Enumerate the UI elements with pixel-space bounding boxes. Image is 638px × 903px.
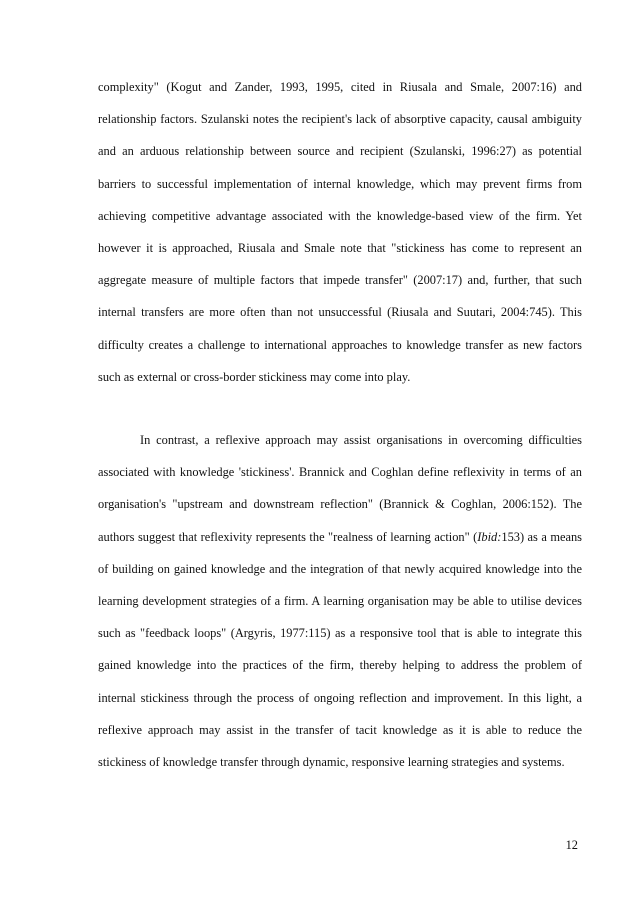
paragraph-2-text bbox=[98, 424, 582, 778]
page-number: 12 bbox=[565, 838, 578, 852]
paragraph-2-text-start: In contrast, a reflexive approach may assist organisations in overcoming difficulties associated with knowledge 'stickiness'. Brannick and Coghlan define reflexivity in terms of an organisation's "upstream and downstream reflection" (Brannick & Coghlan, 2006:152). The authors suggest that reflexivity represents the "realness of learning action" ( bbox=[98, 433, 582, 544]
paragraph-1-text: complexity" (Kogut and Zander, 1993, 1995, cited in Riusala and Smale, 2007:16) and relationship factors. Szulanski notes the recipient's lack of absorptive capacity, causal ambiguity and an arduous relationship between source and recipient (Szulanski, 1996:27) as potential barriers to successful implementation of internal knowledge, which may prevent firms from achieving competitive advantage associated with the knowledge-based view of the firm. Yet however it is approached, Riusala and Smale note that "stickiness has come to represent an aggregate measure of multiple factors that impede transfer" (2007:17) and, further, that such internal transfers are more often than not unsuccessful (Riusala and Suutari, 2004:745). This difficulty creates a challenge to international approaches to knowledge transfer as new factors such as external or cross-border stickiness may come into play. bbox=[98, 80, 582, 384]
paragraph-1 bbox=[98, 71, 582, 393]
paragraph-2-text-end: 153) as a means of building on gained knowledge and the integration of that newly acquired knowledge into the learning development strategies of a firm. A learning organisation may be able to utilise devices such as "feedback loops" (Argyris, 1977:115) as a responsive tool that is able to integrate this gained knowledge into the practices of the firm, thereby helping to address the problem of internal stickiness through the process of ongoing reflection and improvement. In this light, a reflexive approach may assist in the transfer of tacit knowledge as it is able to reduce the stickiness of knowledge transfer through dynamic, responsive learning strategies and systems. bbox=[98, 529, 582, 770]
ibid-citation: Ibid: bbox=[477, 529, 502, 544]
paragraph-2 bbox=[98, 424, 582, 778]
